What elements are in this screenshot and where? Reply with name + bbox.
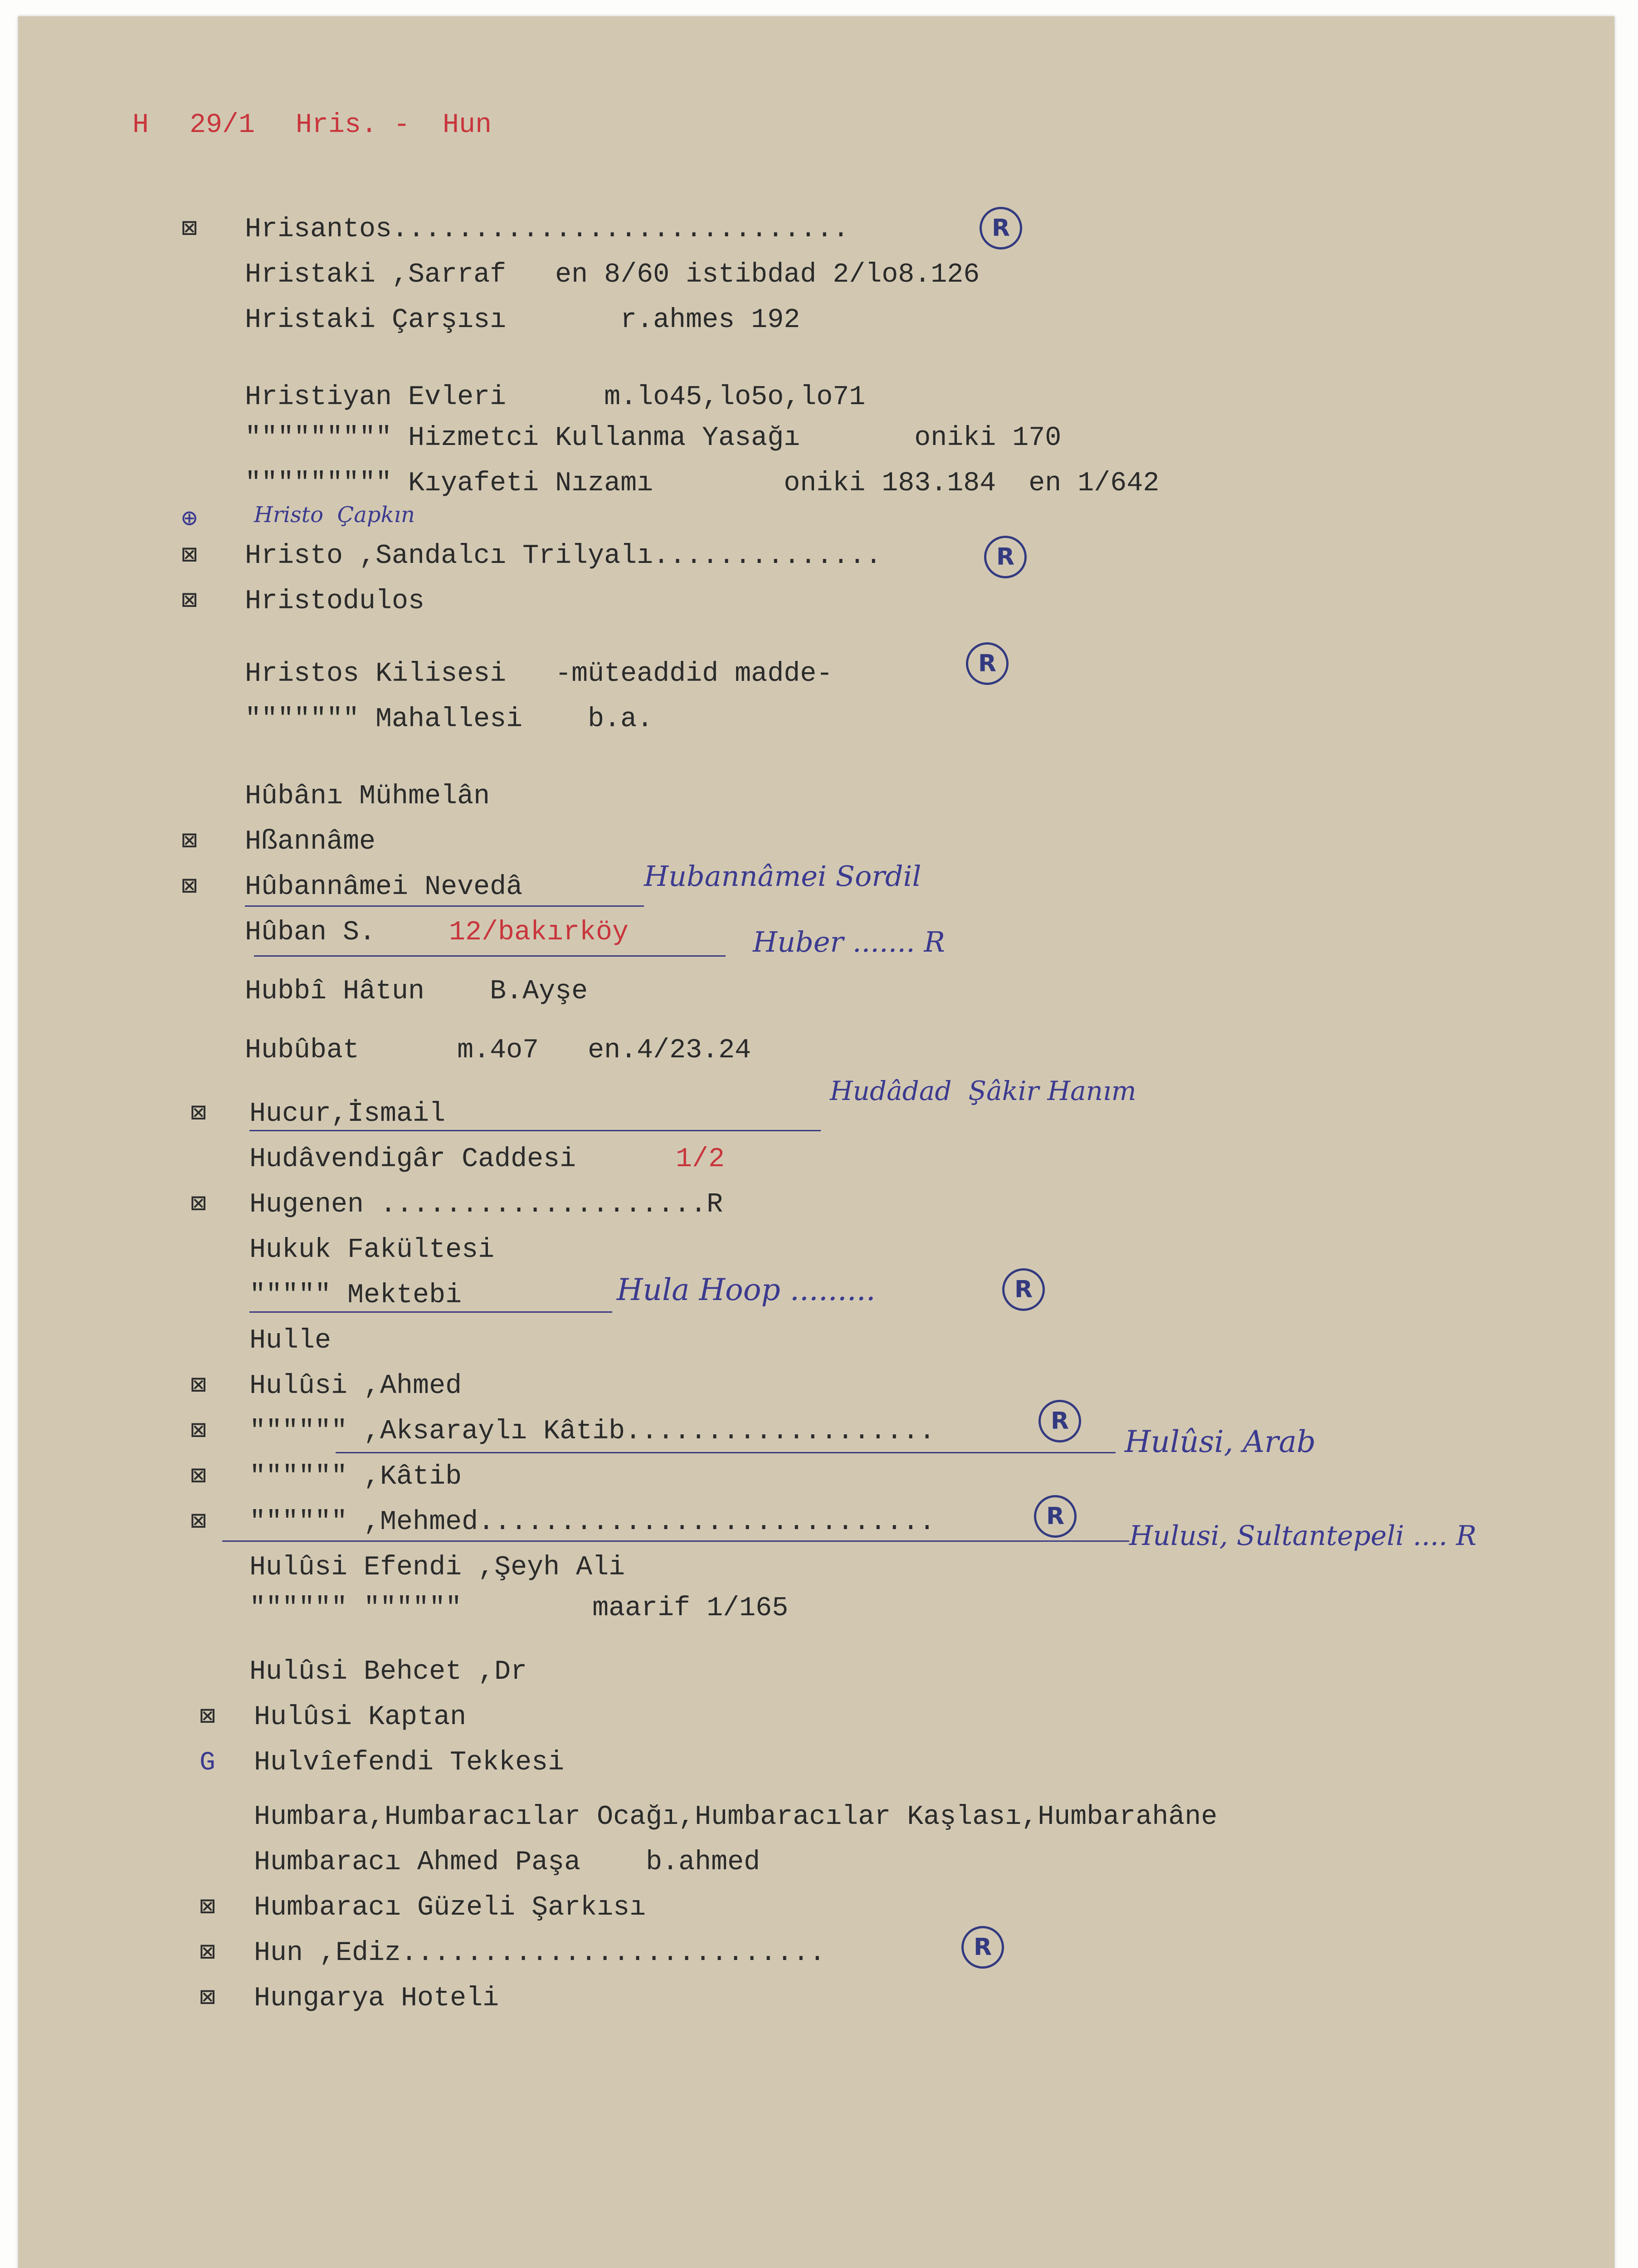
r-stamp: R [1038, 1400, 1081, 1442]
r-stamp: R [966, 642, 1009, 685]
entry-hulle: Hulle [249, 1325, 332, 1356]
entry-hristo: Hristo ,Sandalcı Trilyalı.............. [245, 541, 882, 572]
entry-kiyafeti: """"""""" Kıyafeti Nızamı oniki 183.184 en 1/642 [245, 468, 1160, 499]
entry-hulusi-mehmed: """""" ,Mehmed............................ [249, 1507, 936, 1538]
entry-hristaki-sarraf: Hristaki ,Sarraf en 8/60 istibdad 2/lo8.126 [245, 259, 980, 290]
underline [249, 1311, 612, 1313]
box-mark: ⊠ [181, 873, 197, 902]
header-code: H [132, 110, 149, 141]
underline [222, 1540, 1129, 1542]
box-mark: ⊠ [181, 542, 197, 571]
r-stamp: R [980, 207, 1022, 249]
entry-humbaraci-ahmed: Humbaracı Ahmed Paşa b.ahmed [254, 1847, 760, 1878]
entry-hubani: Hûbânı Mühmelân [245, 781, 490, 812]
handwritten-hulusi-sultantepeli: Hulusi, Sultantepeli .... R [1129, 1520, 1477, 1552]
entry-hulusi-ahmed: Hulûsi ,Ahmed [249, 1371, 462, 1402]
entry-hugenen: Hugenen ....................R [249, 1189, 723, 1220]
entry-hungarya-hoteli: Hungarya Hoteli [254, 1983, 499, 2014]
box-mark: ⊠ [200, 1893, 215, 1923]
handwritten-hubannamei: Hubannâmei Sordil [644, 860, 921, 893]
r-stamp: R [1002, 1268, 1045, 1311]
entry-hizmetci: """"""""" Hizmetci Kullanma Yasağı oniki 170 [245, 423, 1062, 454]
r-stamp: R [984, 536, 1027, 578]
entry-hristos-kilisesi: Hristos Kilisesi -müteaddid madde- [245, 659, 833, 689]
r-stamp: R [1034, 1495, 1077, 1538]
box-mark: ⊠ [190, 1190, 206, 1220]
entry-hulusi-aksarayli: """""" ,Aksaraylı Kâtib................... [249, 1416, 936, 1447]
underline [245, 905, 644, 907]
box-mark: ⊠ [181, 215, 197, 244]
entry-hukuk-mektebi: """"" Mektebi [249, 1280, 462, 1311]
r-stamp: R [961, 1926, 1004, 1969]
entry-hudavendigar: Hudâvendigâr Caddesi [249, 1144, 576, 1175]
underline [336, 1452, 1116, 1453]
entry-hulusi-efendi: Hulûsi Efendi ,Şeyh Ali [249, 1552, 625, 1583]
entry-hulusi-kaptan: Hulûsi Kaptan [254, 1702, 467, 1733]
entry-hulusi-katib: """""" ,Kâtib [249, 1461, 462, 1492]
entry-hudavendigar-num: 1/2 [676, 1144, 725, 1175]
circle-g-mark: G [200, 1748, 215, 1778]
entry-hristos-mahallesi: """"""" Mahallesi b.a. [245, 704, 653, 735]
box-mark: ⊠ [190, 1372, 206, 1401]
entry-humbara: Humbara,Humbaracılar Ocağı,Humbaracılar Kaşlası,Humbarahâne [254, 1802, 1218, 1833]
entry-hukuk-fakultesi: Hukuk Fakültesi [249, 1235, 495, 1266]
handwritten-hudadad: Hudâdad Şâkir Hanım [830, 1075, 1136, 1106]
box-mark: ⊠ [200, 1939, 215, 1968]
entry-hubannamei: Hûbannâmei Nevedâ [245, 872, 523, 903]
box-mark: ⊠ [190, 1100, 206, 1129]
box-mark: ⊠ [190, 1417, 206, 1447]
handwritten-hulusi-arab: Hulûsi, Arab [1125, 1424, 1316, 1459]
underline [249, 1130, 821, 1131]
handwritten-huber: Huber ....... R [753, 925, 946, 958]
box-mark: ⊠ [200, 1984, 215, 2014]
entry-hulusi-behcet: Hulûsi Behcet ,Dr [249, 1657, 527, 1687]
entry-hun-ediz: Hun ,Ediz.......................... [254, 1938, 826, 1969]
entry-hrisantos: Hrisantos............................ [245, 214, 849, 245]
box-mark: ⊠ [190, 1462, 206, 1492]
entry-hubbi-hatun: Hubbî Hâtun B.Ayşe [245, 976, 588, 1007]
handwritten-hristo: Hristo Çapkın [254, 502, 415, 528]
entry-hulviefendi: Hulvîefendi Tekkesi [254, 1747, 565, 1778]
entry-hristiyan-evleri: Hristiyan Evleri m.lo45,lo5o,lo71 [245, 382, 866, 413]
box-mark: ⊠ [181, 827, 197, 857]
entry-hristodulos: Hristodulos [245, 586, 425, 617]
underline [254, 955, 726, 957]
plus-mark: ⊕ [181, 505, 197, 535]
entry-hucur-ismail: Hucur,İsmail [249, 1099, 446, 1129]
entry-bakirkoy: 12/bakırköy [449, 917, 629, 948]
entry-huban-s: Hûban S. [245, 917, 376, 948]
box-mark: ⊠ [181, 587, 197, 616]
entry-hububat: Hubûbat m.4o7 en.4/23.24 [245, 1035, 751, 1066]
index-card [18, 16, 1614, 2268]
box-mark: ⊠ [200, 1703, 215, 1732]
entry-hbanname: Hßannâme [245, 826, 376, 857]
entry-hulusi-efendi-maarif: """""" """""" maarif 1/165 [249, 1593, 789, 1624]
handwritten-hula-hoop: Hula Hoop ......... [617, 1272, 876, 1307]
header-range: Hris. - Hun [296, 110, 492, 141]
entry-hristaki-carsisi: Hristaki Çarşısı r.ahmes 192 [245, 305, 800, 336]
header-number: 29/1 [190, 110, 255, 141]
entry-humbaraci-guzeli: Humbaracı Güzeli Şarkısı [254, 1892, 646, 1923]
box-mark: ⊠ [190, 1508, 206, 1537]
